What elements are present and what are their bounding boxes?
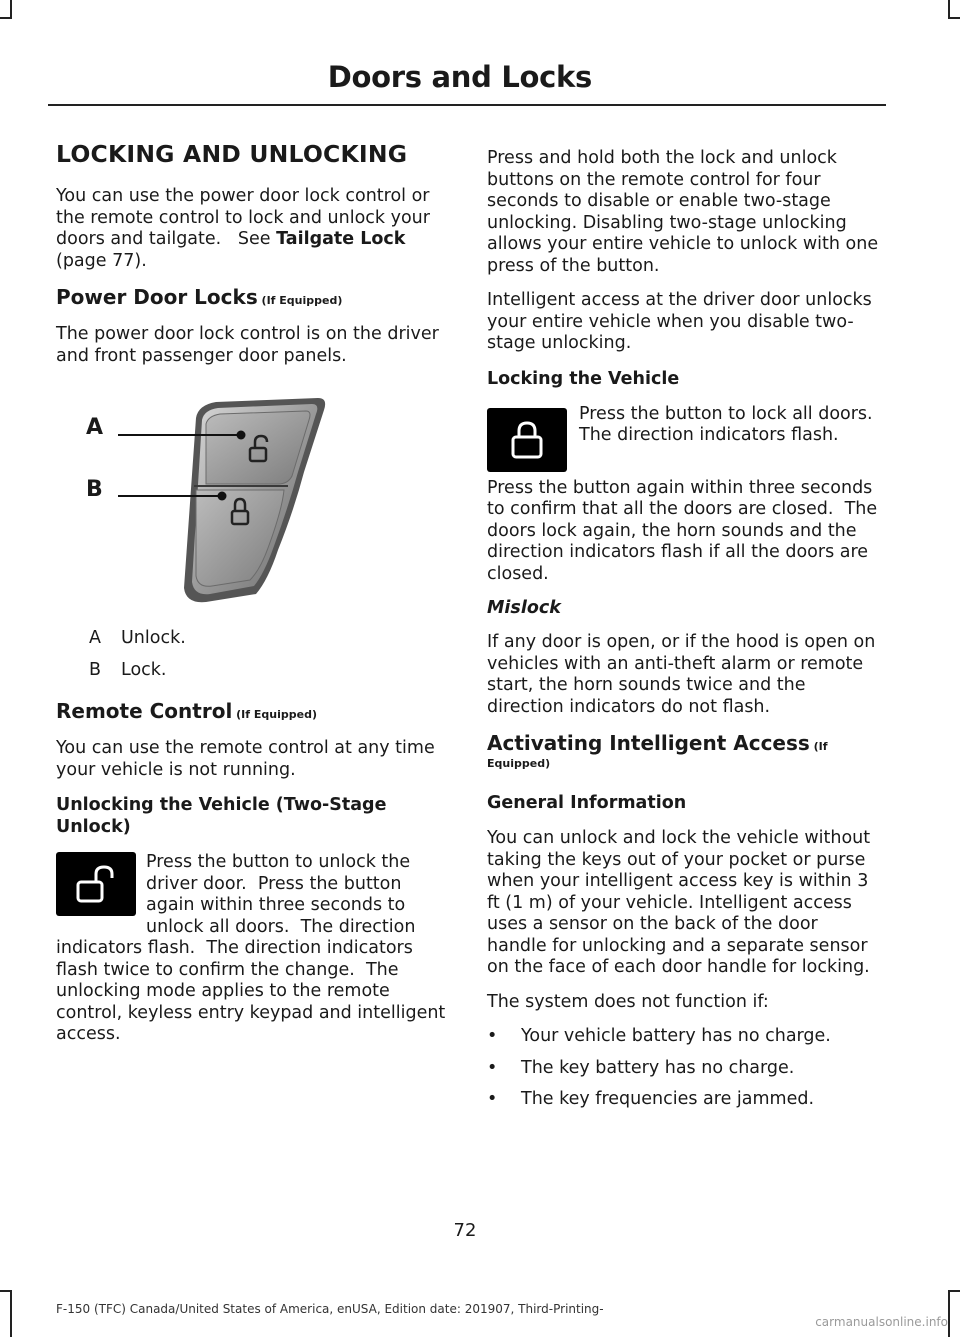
door-lock-switch-illustration [56,380,450,620]
remote-control-heading [56,699,450,723]
section-heading: LOCKING AND UNLOCKING [56,140,408,168]
crop-mark [10,1290,12,1337]
list-item-text: The key battery has no charge. [521,1057,795,1078]
watermark: carmanualsonline.info [815,1315,948,1329]
legend-value: Lock. [121,659,167,680]
list-item-text: The key frequencies are jammed. [521,1089,815,1109]
page-header-title: Doors and Locks [327,60,592,94]
bullet-icon: • [487,1089,498,1109]
rc-title: Remote Control [56,699,233,723]
crop-mark [0,17,12,19]
tailgate-lock-link[interactable]: Tailgate Lock [276,229,406,249]
not-function-paragraph: The system does not function if: [487,991,769,1012]
aia-equipped: (If [809,740,828,753]
unlocking-paragraph: Press the button to unlock the driver door. Press the button again within three seconds to unlock all doors. The direction indicators flash. The direction indicators flash twice to confirm the change. The unlocking mode applies to the remote control, keyless entry keypad and intelligent access. [56,852,446,1044]
legend-key: B [89,659,102,680]
header-rule [48,104,886,106]
bullet-icon: • [487,1026,498,1046]
intelligent-access-paragraph: Intelligent access at the driver door unlocks your entire vehicle when you disable two-stage unlocking. [487,290,872,353]
aia-equipped-cont: Equipped) [487,757,551,770]
pdl-equipped: (If Equipped) [257,294,343,307]
crop-mark [948,0,950,18]
intro-ref: (page 77). [56,250,147,271]
figure-label-b: B [86,477,103,502]
unlocking-block [56,852,450,1046]
right-column [487,148,881,1121]
legend-key: A [89,628,101,648]
crop-mark [948,1290,950,1337]
crop-mark [948,1290,960,1292]
locking-heading: Locking the Vehicle [487,368,680,389]
page-number: 72 [453,1220,477,1241]
figure-label-a: A [86,415,104,440]
locking-paragraph: Press the button to lock all doors. The direction indicators flash. [579,403,879,445]
crop-mark [948,17,960,19]
legend-row-b [56,660,450,682]
pdl-paragraph: The power door lock control is on the driver and front passenger door panels. [56,324,439,366]
list-item [487,1026,881,1048]
mislock-paragraph: If any door is open, or if the hood is open on vehicles with an anti-theft alarm or remote start, the horn sounds twice and the direction indicators do not flash. [487,632,876,717]
list-item-text: Your vehicle battery has no charge. [521,1026,831,1046]
activating-intelligent-access-heading [487,731,881,755]
intro-text: You can use the power door lock control or the remote control to lock and unlock your doors and tailgate. See [56,186,430,249]
locking-block [487,404,881,478]
crop-mark [0,1290,12,1292]
pdl-title: Power Door Locks [56,285,258,309]
list-item [487,1058,881,1080]
crop-mark [10,0,12,18]
list-item [487,1089,881,1111]
door-lock-switch-figure [56,380,450,620]
left-column [56,140,450,1059]
legend-value: Unlock. [121,628,186,648]
unlocking-heading: Unlocking the Vehicle (Two-Stage Unlock) [56,795,387,837]
bullet-icon: • [487,1057,498,1078]
two-stage-paragraph: Press and hold both the lock and unlock buttons on the remote control for four seconds to disable or enable two-stage unlocking. Disabling two-stage unlocking allows your entire vehicle to unlock with one press of the button. [487,148,879,276]
locking-again-paragraph: Press the button again within three seconds to confirm that all the doors are closed. The doors lock again, the horn sounds and the direction indicators flash if all the doors are closed. [487,477,878,584]
power-door-locks-heading [56,285,450,309]
general-information-paragraph: You can unlock and lock the vehicle without taking the keys out of your pocket or purse when your intelligent access key is within 3 ft (1 m) of your vehicle. Intelligent access uses a sensor on the back of the door handle for unlocking and a separate sensor on the face of each door handle for locking. [487,828,871,977]
rc-equipped: (If Equipped) [232,708,317,721]
aia-title: Activating Intelligent Access [487,731,810,755]
lock-button-icon [487,408,567,472]
mislock-heading: Mislock [487,598,561,618]
rc-paragraph: You can use the remote control at any time your vehicle is not running. [56,738,435,780]
general-information-heading: General Information [487,793,687,813]
edition-footer: F-150 (TFC) Canada/United States of America, enUSA, Edition date: 201907, Third-Printing- [56,1302,604,1316]
intro-paragraph [56,186,450,272]
legend-row-a [56,628,450,650]
unlock-button-icon [56,852,136,916]
